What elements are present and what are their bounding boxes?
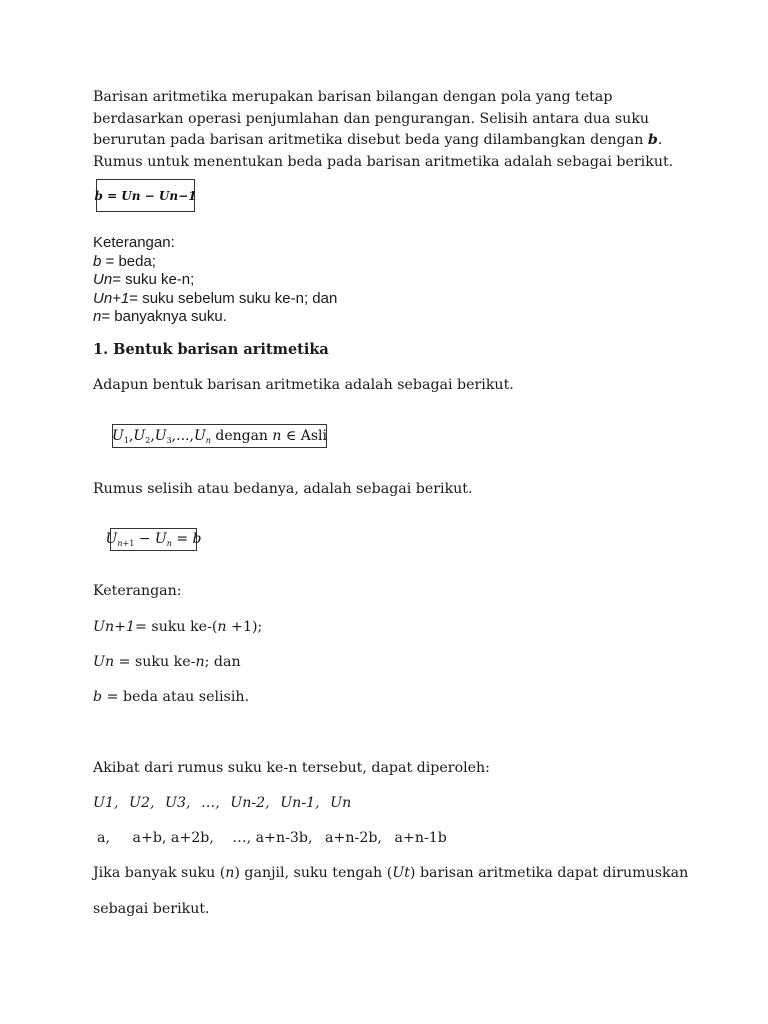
formula-bentuk-box (112, 424, 327, 448)
keterangan-a-title: Keterangan: (93, 234, 175, 251)
keterangan-b-item: Un = suku ke-n; dan (93, 654, 241, 670)
formula-bentuk: $U_1,U_2,U_3,...,U_n$ dengan n ∈ Asli (112, 427, 327, 445)
sequence-term: U3, (165, 795, 191, 811)
selisih-intro: Rumus selisih atau bedanya, adalah sebagai berikut. (93, 481, 473, 497)
bentuk-intro: Adapun bentuk barisan aritmetika adalah sebagai berikut. (93, 377, 514, 393)
section-heading: 1. Bentuk barisan aritmetika (93, 341, 329, 358)
keterangan-b-item: b = beda atau selisih. (93, 689, 250, 705)
keterangan-a-item: Un= suku ke-n; (93, 271, 195, 288)
beda-symbol: b (647, 132, 658, 148)
formula-selisih: $U_{n+1} - U_n = b$ (105, 531, 202, 548)
akibat-intro: Akibat dari rumus suku ke-n tersebut, dapat diperoleh: (93, 760, 490, 776)
sequence-term: Un-1, (280, 795, 320, 811)
sequence-value: a, (97, 830, 110, 846)
formula-selisih-box (105, 528, 202, 551)
ganjil-line-2: sebagai berikut. (93, 901, 210, 917)
keterangan-a-item: n= banyaknya suku. (93, 308, 227, 325)
sequence-value: a+b, a+2b, (132, 830, 214, 846)
sequence-value: a+n-2b, (325, 830, 382, 846)
keterangan-a-item: Un+1= suku sebelum suku ke-n; dan (93, 289, 338, 307)
sequence-term: Un-2, (230, 795, 270, 811)
sequence-term: U2, (129, 795, 155, 811)
intro-paragraph (93, 87, 683, 173)
keterangan-a (93, 234, 337, 327)
keterangan-a-item: b = beda; (93, 252, 156, 270)
sequence-term: Un (330, 795, 352, 811)
formula-beda: b = Un − Un−1 (94, 188, 197, 203)
sequence-value: …, a+n-3b, (232, 830, 313, 846)
sequence-term: U1, (93, 795, 119, 811)
ganjil-line: Jika banyak suku (n) ganjil, suku tengah (Ut) barisan aritmetika dapat dirumuskan (93, 865, 689, 881)
sequence-value: a+n-1b (394, 830, 447, 846)
sequence-terms (93, 795, 357, 811)
intro-text-1: Barisan aritmetika merupakan barisan bilangan dengan pola yang tetap berdasarkan operasi penjumlahan dan pengurangan. Selisih antara dua suku berurutan pada barisan aritmetika disebut beda yang dilambangkan dengan (93, 89, 650, 148)
keterangan-b-title: Keterangan: (93, 583, 182, 599)
formula-beda-box (96, 179, 195, 212)
keterangan-b-item: Un+1= suku ke-(n +1); (93, 619, 263, 635)
sequence-values (97, 830, 453, 846)
intro-text-2: . Rumus untuk menentukan beda pada barisan aritmetika adalah sebagai berikut. (93, 132, 674, 170)
sequence-term: …, (201, 795, 220, 811)
